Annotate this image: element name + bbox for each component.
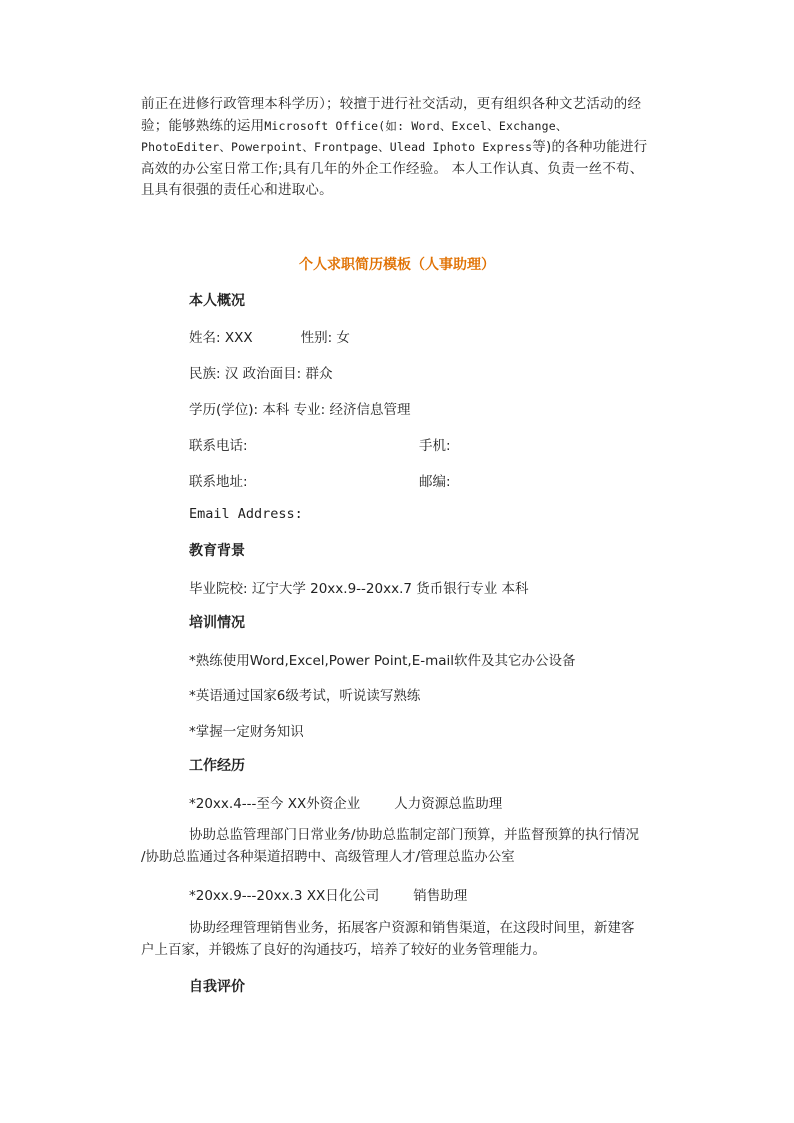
section-heading-training: 培训情况: [189, 615, 245, 631]
ethnicity-field: 民族: 汉 政治面目: 群众: [189, 366, 333, 382]
section-heading-basic: 本人概况: [189, 293, 245, 309]
job-period: *20xx.4---至今 XX外资企业: [189, 796, 361, 812]
job-period: *20xx.9---20xx.3 XX日化公司: [189, 888, 380, 904]
mobile-field: 手机:: [419, 438, 451, 454]
address-field: 联系地址:: [189, 474, 248, 490]
intro-text-mono: PhotoEditer、Powerpoint、Frontpage、Ulead Iphoto Express: [141, 140, 533, 154]
intro-paragraph: [141, 94, 656, 202]
job-desc-line: 协助经理管理销售业务，拓展客户资源和销售渠道，在这段时间里，新建客: [189, 920, 635, 936]
intro-line: 高效的办公室日常工作;具有几年的外企工作经验。 本人工作认真、负责一丝不苟、: [141, 160, 644, 177]
education-field: 学历(学位): 本科 专业: 经济信息管理: [189, 402, 411, 418]
section-heading-education: 教育背景: [189, 543, 245, 559]
training-item: *掌握一定财务知识: [189, 724, 304, 740]
resume-title: 个人求职简历模板（人事助理）: [299, 257, 495, 273]
job-description-2: [141, 918, 656, 961]
zip-field: 邮编:: [419, 474, 451, 490]
intro-text: 等)的各种功能进行: [532, 139, 648, 155]
email-field: Email Address:: [189, 506, 303, 522]
phone-field: 联系电话:: [189, 438, 248, 454]
training-item: *熟练使用Word,Excel,Power Point,E-mail软件及其它办公设备: [189, 653, 576, 669]
intro-text: 验；能够熟练的运用: [141, 117, 265, 134]
intro-line: 且具有很强的责任心和进取心。: [141, 182, 333, 198]
education-line: 毕业院校: 辽宁大学 20xx.9--20xx.7 货币银行专业 本科: [189, 581, 529, 597]
name-text: 姓名: XXX: [189, 330, 253, 346]
name-field: [189, 326, 350, 346]
job-entry-1: [189, 792, 502, 812]
job-title: 人力资源总监助理: [394, 796, 503, 812]
job-title: 销售助理: [413, 888, 468, 904]
training-item: *英语通过国家6级考试，听说读写熟练: [189, 688, 421, 704]
job-desc-line: 户上百家，并锻炼了良好的沟通技巧，培养了较好的业务管理能力。: [141, 941, 546, 958]
intro-line: [141, 137, 656, 159]
intro-line: 前正在进修行政管理本科学历）；较擅于进行社交活动，更有组织各种文艺活动的经: [141, 96, 642, 112]
gender-text: 性别: 女: [300, 330, 350, 346]
intro-text-mono: Microsoft Office(如: Word、Excel、Exchange、: [264, 118, 568, 133]
job-description-1: [141, 825, 656, 868]
job-desc-line: /协助总监通过各种渠道招聘中、高级管理人才/管理总监办公室: [141, 848, 515, 865]
section-heading-self-eval: 自我评价: [189, 979, 245, 995]
intro-line: [141, 116, 656, 138]
job-desc-line: 协助总监管理部门日常业务/协助总监制定部门预算，并监督预算的执行情况: [189, 827, 640, 843]
job-entry-2: [189, 884, 467, 904]
section-heading-work: 工作经历: [189, 758, 245, 774]
